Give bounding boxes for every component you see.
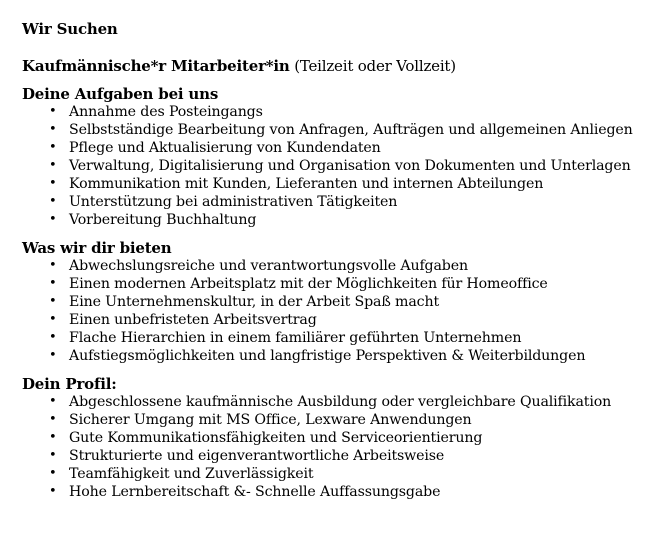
bullet-icon: • [49, 294, 57, 309]
list-item: • Eine Unternehmenskultur, in der Arbeit Spaß macht [49, 294, 440, 310]
list-item: • Abgeschlossene kaufmännische Ausbildung oder vergleichbare Qualifikation [49, 394, 612, 410]
section-title: Deine Aufgaben bei uns [22, 85, 219, 103]
bullet-icon: • [49, 276, 57, 291]
bullet-icon: • [49, 466, 57, 481]
list-item: • Selbstständige Bearbeitung von Anfragen, Aufträgen und allgemeinen Anliegen [49, 122, 633, 138]
job-type: (Teilzeit oder Vollzeit) [289, 57, 456, 75]
offer-list [22, 257, 662, 365]
bullet-icon: • [49, 448, 57, 463]
list-item: • Unterstützung bei administrativen Tätigkeiten [49, 194, 398, 210]
bullet-icon: • [49, 430, 57, 445]
list-item: • Annahme des Posteingangs [49, 104, 263, 120]
list-item: • Gute Kommunikationsfähigkeiten und Serviceorientierung [49, 430, 483, 446]
list-item: • Hohe Lernbereitschaft &- Schnelle Auffassungsgabe [49, 484, 441, 500]
bullet-icon: • [49, 194, 57, 209]
list-item: • Teamfähigkeit und Zuverlässigkeit [49, 466, 314, 482]
section-angebot [22, 240, 662, 365]
bullet-icon: • [49, 212, 57, 227]
bullet-icon: • [49, 484, 57, 499]
bullet-icon: • [49, 158, 57, 173]
list-item: • Kommunikation mit Kunden, Lieferanten und internen Abteilungen [49, 176, 544, 192]
bullet-icon: • [49, 104, 57, 119]
list-item: • Sicherer Umgang mit MS Office, Lexware Anwendungen [49, 412, 472, 428]
bullet-icon: • [49, 176, 57, 191]
section-aufgaben [22, 86, 662, 229]
task-list [22, 103, 662, 229]
profile-list [22, 393, 662, 501]
list-item: • Flache Hierarchien in einem familiärer geführten Unternehmen [49, 330, 522, 346]
section-title: Was wir dir bieten [22, 239, 172, 257]
job-posting [22, 20, 662, 501]
page-heading: Wir Suchen [22, 20, 118, 38]
bullet-icon: • [49, 312, 57, 327]
bullet-icon: • [49, 330, 57, 345]
bullet-icon: • [49, 348, 57, 363]
bullet-icon: • [49, 394, 57, 409]
list-item: • Aufstiegsmöglichkeiten und langfristige Perspektiven & Weiterbildungen [49, 348, 586, 364]
bullet-icon: • [49, 140, 57, 155]
job-title-line [22, 57, 662, 75]
bullet-icon: • [49, 122, 57, 137]
list-item: • Vorbereitung Buchhaltung [49, 212, 257, 228]
section-title: Dein Profil: [22, 375, 117, 393]
section-profil [22, 376, 662, 501]
list-item: • Abwechslungsreiche und verantwortungsvolle Aufgaben [49, 258, 468, 274]
job-title: Kaufmännische*r Mitarbeiter*in [22, 57, 290, 75]
list-item: • Einen modernen Arbeitsplatz mit der Möglichkeiten für Homeoffice [49, 276, 548, 292]
list-item: • Einen unbefristeten Arbeitsvertrag [49, 312, 317, 328]
bullet-icon: • [49, 412, 57, 427]
list-item: • Strukturierte und eigenverantwortliche Arbeitsweise [49, 448, 445, 464]
bullet-icon: • [49, 258, 57, 273]
list-item: • Verwaltung, Digitalisierung und Organisation von Dokumenten und Unterlagen [49, 158, 631, 174]
list-item: • Pflege und Aktualisierung von Kundendaten [49, 140, 381, 156]
